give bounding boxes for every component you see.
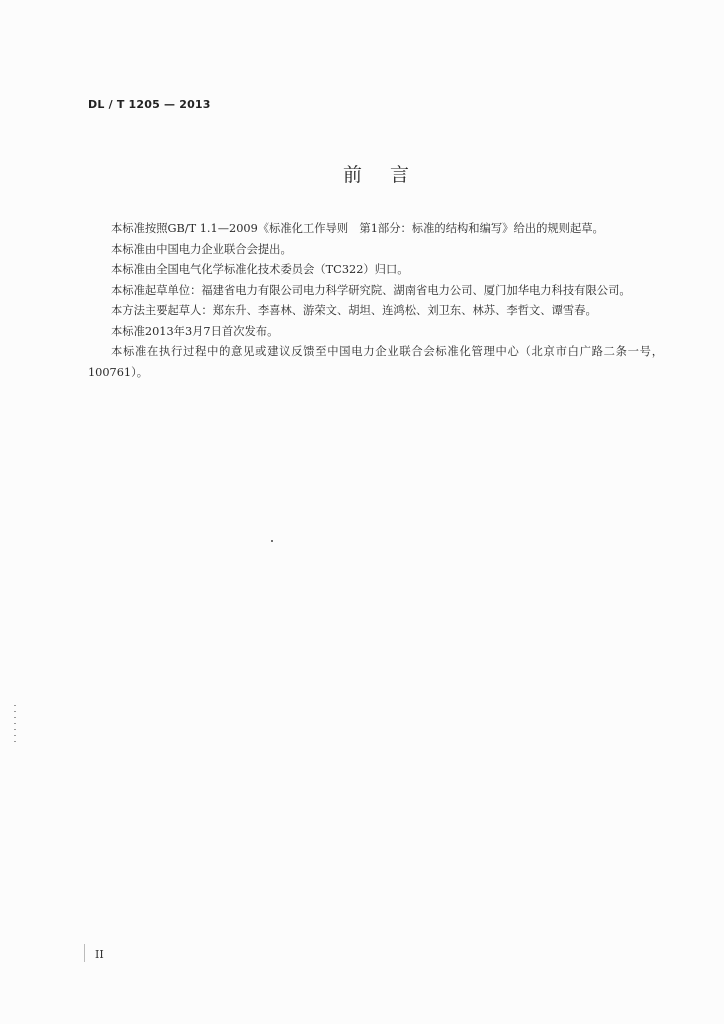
- scan-margin-marks: [14, 705, 16, 743]
- page-title: 前言: [342, 164, 437, 186]
- paragraph-proposer: 本标准由中国电力企业联合会提出。: [111, 242, 292, 256]
- paragraph-feedback: 本标准在执行过程中的意见或建议反馈至中国电力企业联合会标准化管理中心（北京市白广路二条一号，100761）。: [88, 345, 663, 379]
- paragraph-technical-committee: 本标准由全国电气化学标准化技术委员会（TC322）归口。: [111, 263, 409, 276]
- document-code: DL / T 1205 — 2013: [88, 98, 211, 111]
- paragraph-drafting-units: 本标准起草单位：福建省电力有限公司电力科学研究院、湖南省电力公司、厦门加华电力科技有限公司。: [111, 283, 631, 297]
- foreword-body: [88, 219, 663, 383]
- paragraph-drafting-rules: 本标准按照GB/T 1.1—2009《标准化工作导则 第1部分：标准的结构和编写》给出的规则起草。: [111, 222, 604, 235]
- paragraph-drafters: 本方法主要起草人：郑东升、李喜林、游荣文、胡坦、连鸿松、刘卫东、林苏、李哲文、谭雪春。: [111, 304, 597, 317]
- scan-edge-mark: [84, 944, 85, 962]
- scan-speck: [271, 540, 273, 542]
- paragraph-release-date: 本标准2013年3月7日首次发布。: [111, 324, 279, 338]
- page-number: II: [95, 948, 104, 961]
